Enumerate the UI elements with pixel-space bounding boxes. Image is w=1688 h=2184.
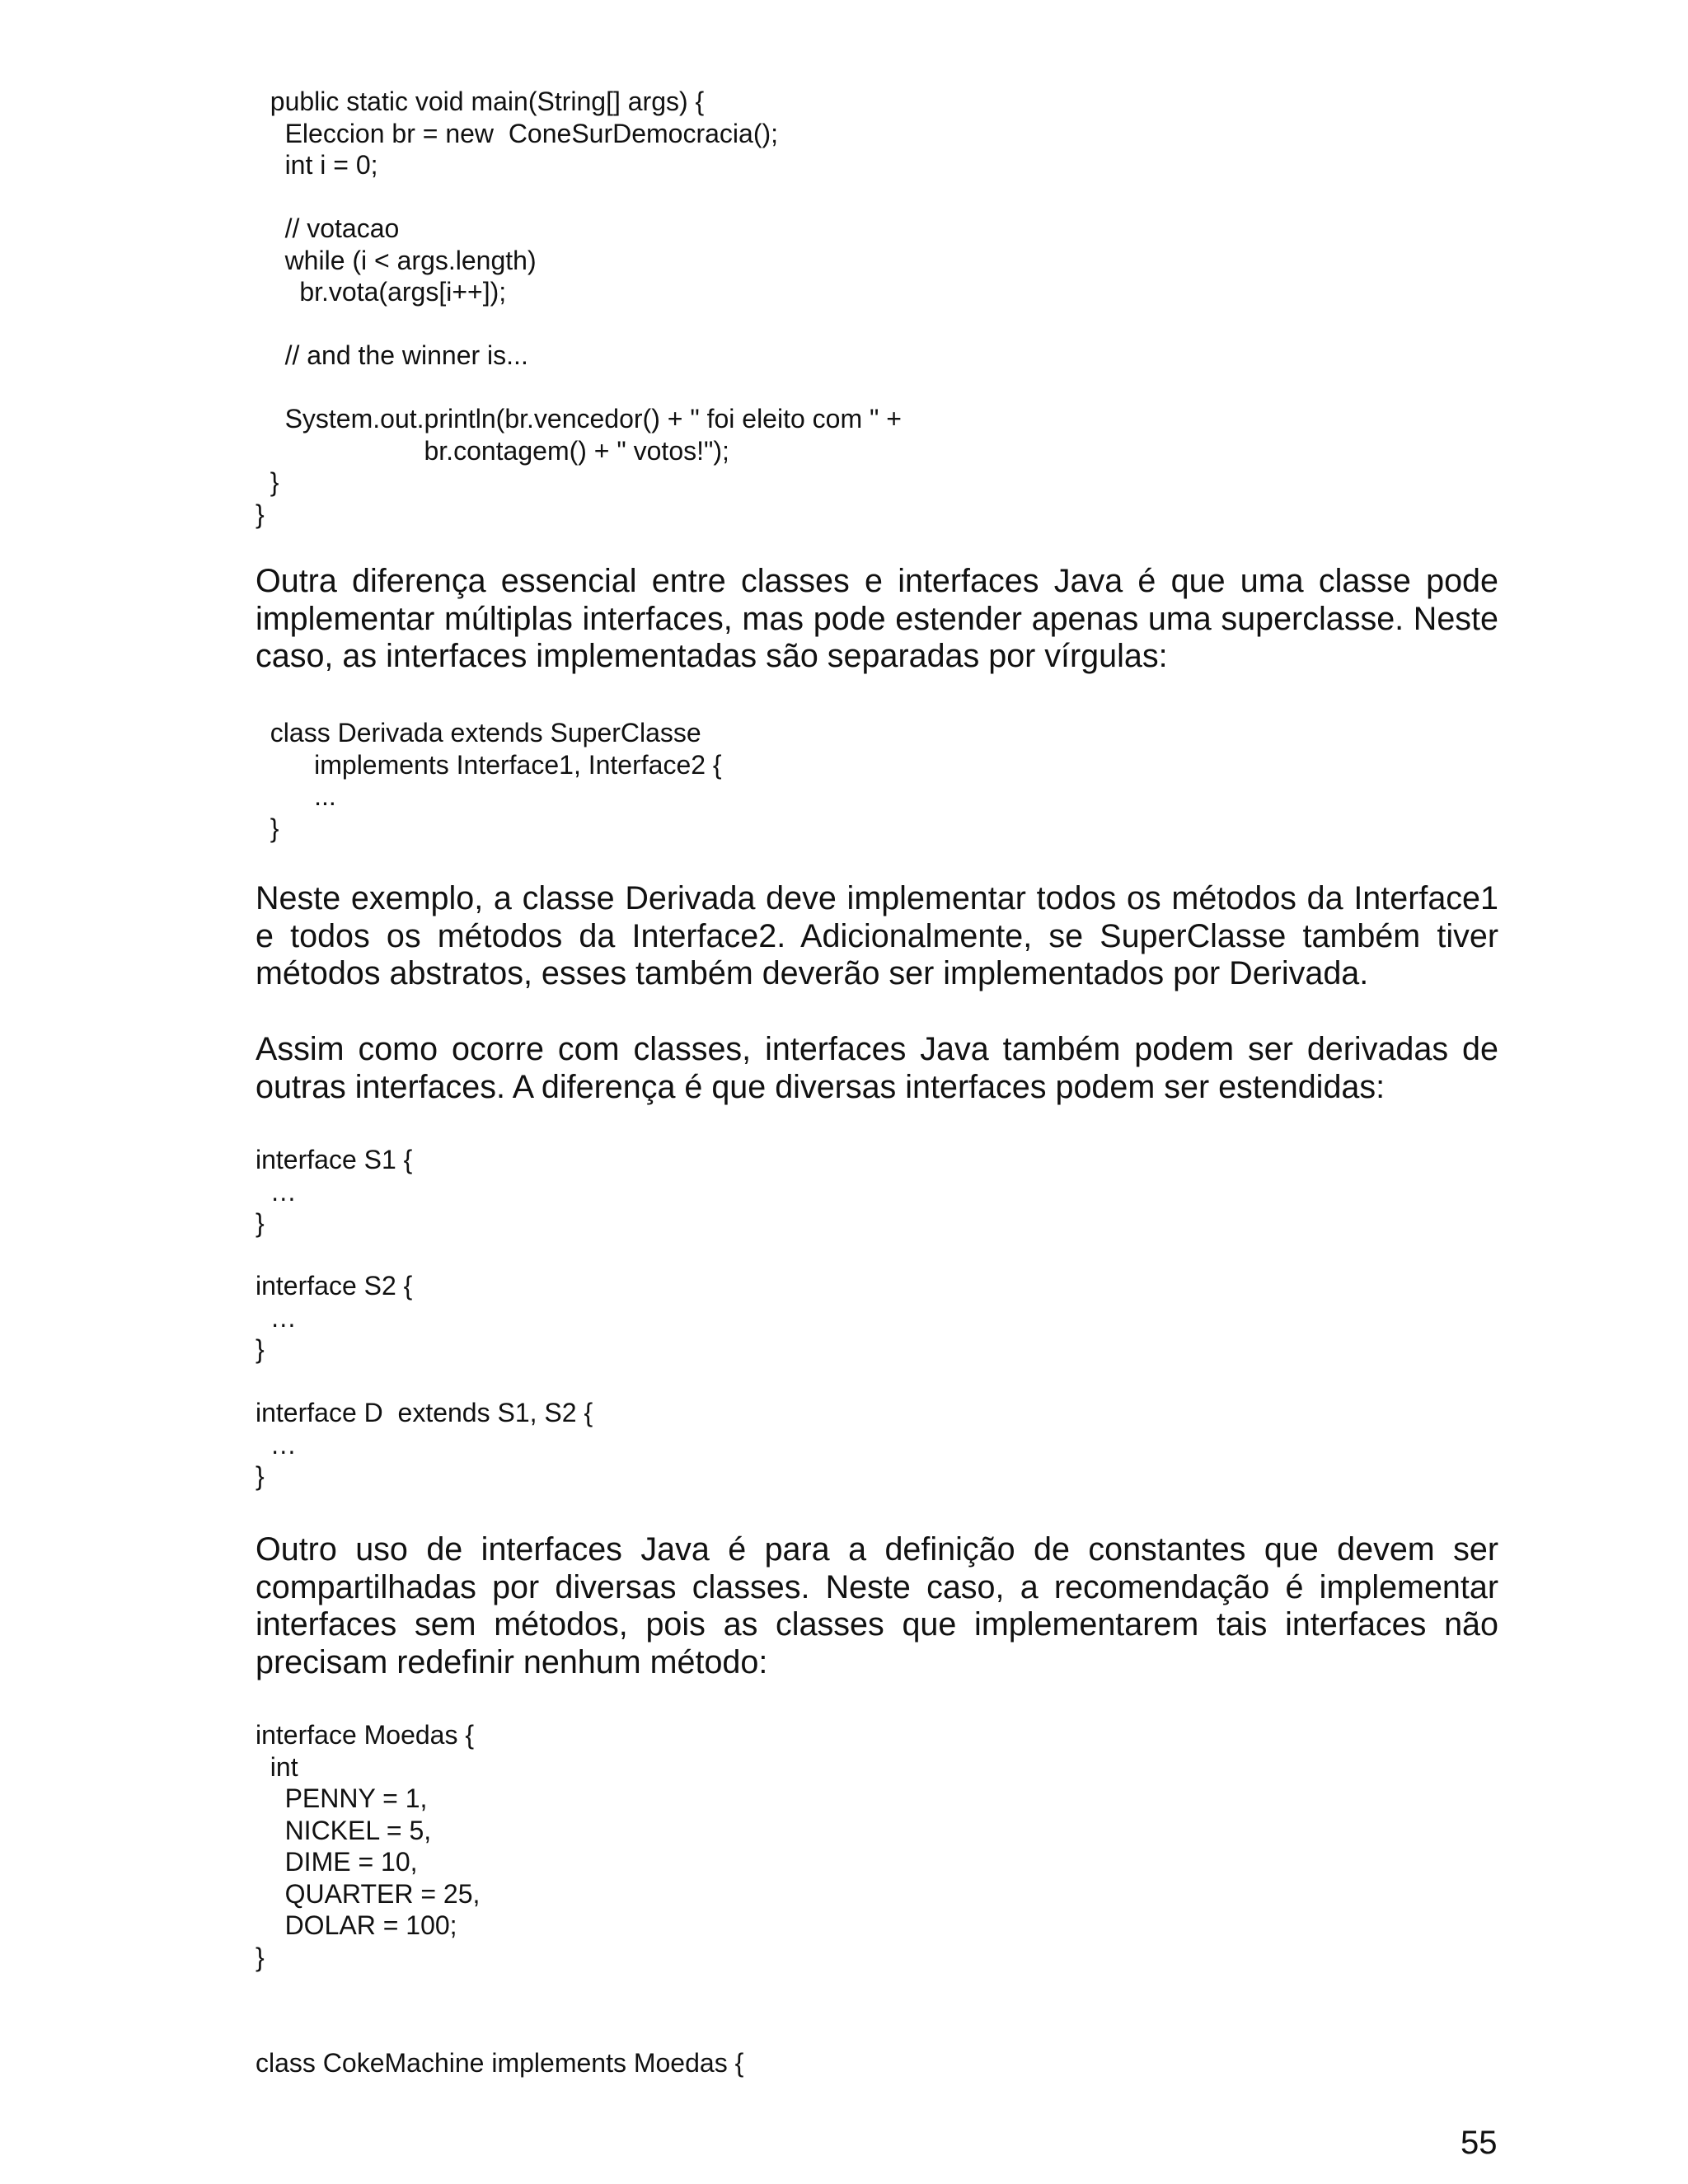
- code-block-coke-machine: class CokeMachine implements Moedas {: [256, 2048, 744, 2078]
- code-block-main-method: public static void main(String[] args) { Eleccion br = new ConeSurDemocracia(); int i = 0; // votacao while (i < args.length) br.vota(args[i++]); // and the winner is... System.out.println(br.vencedor() + " foi eleito com " + br.contagem() + " votos!"); } }: [256, 87, 902, 529]
- paragraph-interface-inheritance: Assim como ocorre com classes, interfaces Java também podem ser derivadas de outras interfaces. A diferença é que diversas interfaces podem ser estendidas:: [256, 1031, 1498, 1105]
- code-block-interface-s1: interface S1 { … }: [256, 1145, 413, 1238]
- paragraph-derivada-explanation: Neste exemplo, a classe Derivada deve implementar todos os métodos da Interface1 e todos os métodos da Interface2. Adicionalmente, se SuperClasse também tiver métodos abstratos, esses também deverão ser implementados por Derivada.: [256, 880, 1498, 991]
- code-block-derivada: class Derivada extends SuperClasse implements Interface1, Interface2 { ... }: [270, 718, 722, 843]
- code-block-interface-s2: interface S2 { … }: [256, 1271, 413, 1364]
- paragraph-multiple-interfaces: Outra diferença essencial entre classes e interfaces Java é que uma classe pode implementar múltiplas interfaces, mas pode estender apenas uma superclasse. Neste caso, as interfaces implementadas são separadas por vírgulas:: [256, 563, 1498, 674]
- code-block-moedas: interface Moedas { int PENNY = 1, NICKEL = 5, DIME = 10, QUARTER = 25, DOLAR = 100; }: [256, 1720, 481, 1972]
- paragraph-constants: Outro uso de interfaces Java é para a definição de constantes que devem ser compartilhadas por diversas classes. Neste caso, a recomendação é implementar interfaces sem métodos, pois as classes que implementarem tais interfaces não precisam redefinir nenhum método:: [256, 1531, 1498, 1680]
- code-block-interface-d: interface D extends S1, S2 { … }: [256, 1398, 593, 1491]
- page-number: 55: [1461, 2125, 1498, 2161]
